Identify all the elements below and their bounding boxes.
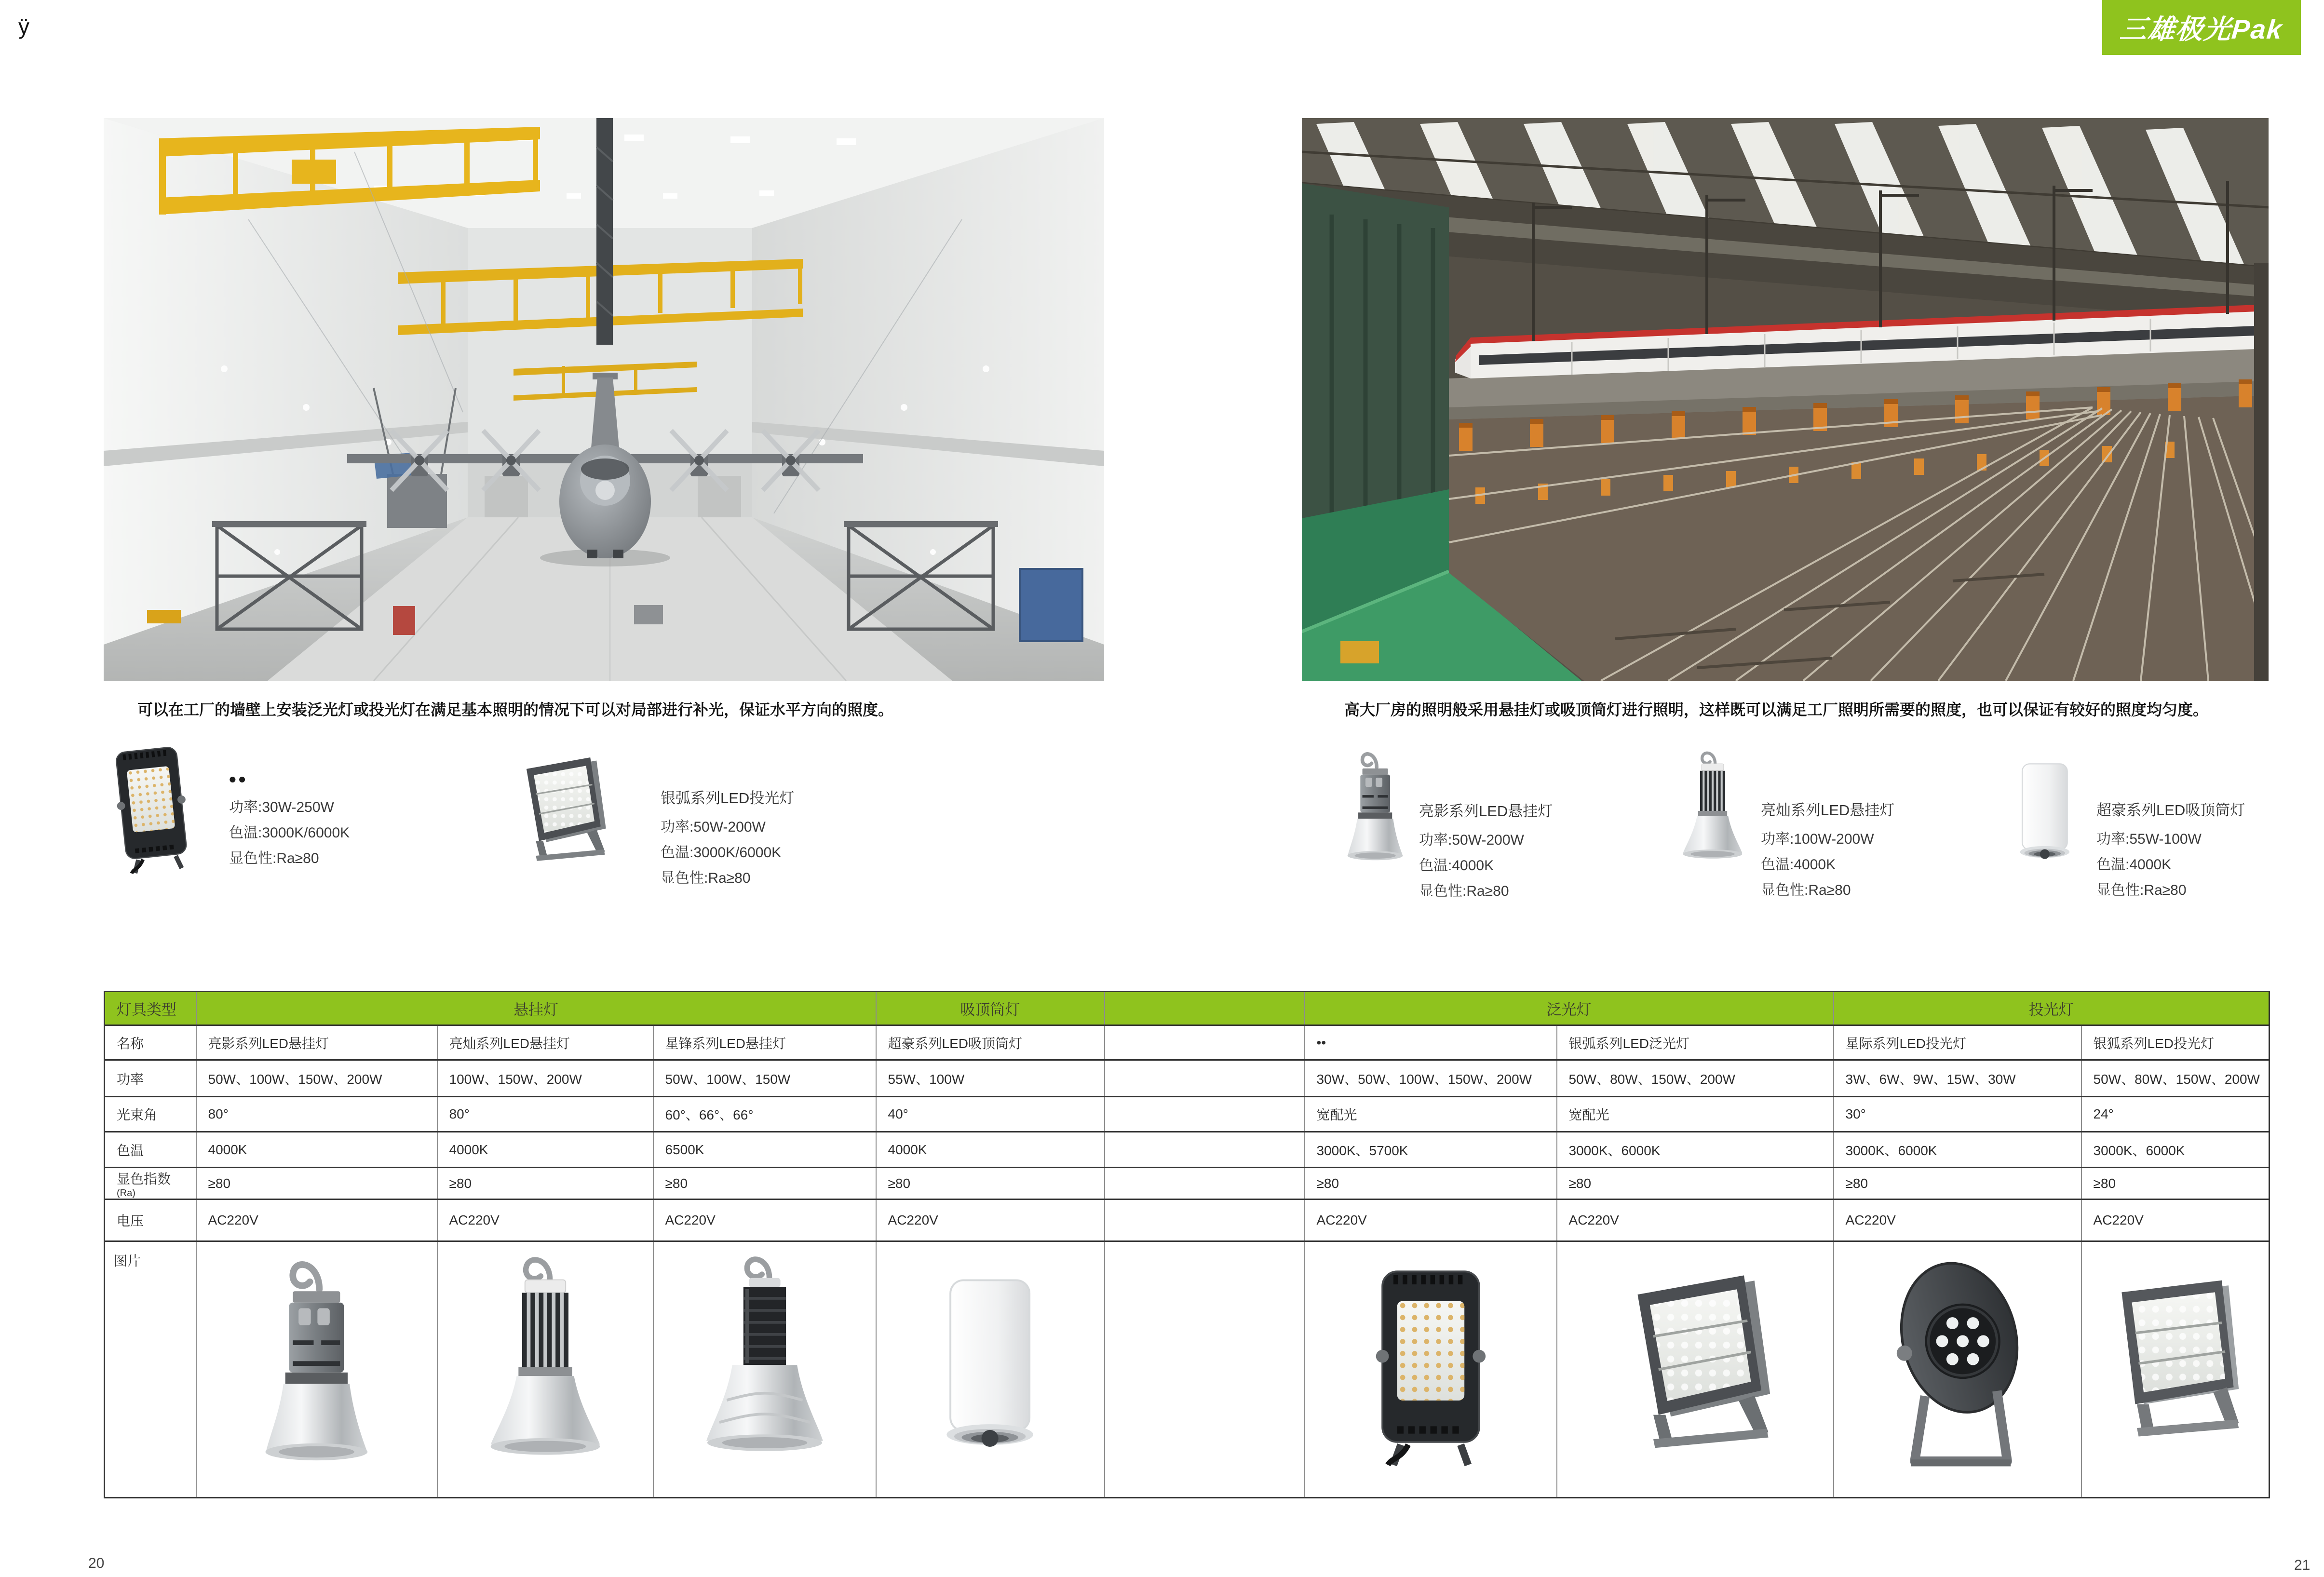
feature-spec-cri: 显色性:Ra≥80: [1761, 882, 1851, 898]
spec-cell: 3000K、6000K: [1557, 1132, 1834, 1168]
spec-cell: 60°、66°、66°: [653, 1097, 876, 1132]
product-photo-grey-floodlight: [1608, 1254, 1783, 1481]
table-row-photos: [105, 1241, 2270, 1498]
feature-product-name: ••: [229, 768, 248, 791]
spec-cell: 50W、100W、150W、200W: [196, 1060, 437, 1097]
spec-cell-gap: [1105, 1025, 1305, 1060]
table-row-cct: [105, 1132, 2270, 1168]
page-number-left: 20: [88, 1555, 105, 1571]
table-row-voltage: [105, 1200, 2270, 1241]
feature-product-name: 银弧系列LED投光灯: [661, 790, 795, 807]
spec-cell: 4000K: [876, 1132, 1105, 1168]
spec-cell: ≥80: [196, 1168, 437, 1200]
row-label-cct: 色温: [105, 1132, 196, 1168]
feature-spec-cri: 显色性:Ra≥80: [661, 870, 751, 886]
spec-cell: ≥80: [437, 1168, 653, 1200]
spec-cell: 6500K: [653, 1132, 876, 1168]
photo-cell-xingfeng: [653, 1241, 876, 1498]
spec-cell: 宽配光: [1557, 1097, 1834, 1132]
product-photo-black-floodlight: [1373, 1264, 1488, 1471]
spec-cell: ≥80: [1305, 1168, 1557, 1200]
spec-table: [104, 991, 2270, 1498]
spec-cell: 星锋系列LED悬挂灯: [653, 1025, 876, 1060]
feature-product-name: 超豪系列LED吸顶筒灯: [2096, 802, 2245, 819]
brand-logo-text: 三雄极光Pak: [2119, 14, 2284, 44]
photo-cell-black-floodlight: [1305, 1241, 1557, 1498]
spec-cell: 3000K、6000K: [1834, 1132, 2081, 1168]
hangar-illustration: [104, 118, 1104, 681]
spec-cell: 30°: [1834, 1097, 2081, 1132]
photo-cell-liangcan: [437, 1241, 653, 1498]
spec-cell: 100W、150W、200W: [437, 1060, 653, 1097]
photo-cell-xingji: [1834, 1241, 2081, 1498]
spec-cell: 55W、100W: [876, 1060, 1105, 1097]
spec-cell: 亮灿系列LED悬挂灯: [437, 1025, 653, 1060]
spec-cell-gap: [1105, 1060, 1305, 1097]
feature-spec-cct: 色温:3000K/6000K: [229, 825, 350, 841]
feature-spec-power: 功率:55W-100W: [2096, 831, 2202, 847]
spec-cell-gap: [1105, 1097, 1305, 1132]
spec-cell: 银狐系列LED投光灯: [2081, 1025, 2270, 1060]
feature-product-name: 亮灿系列LED悬挂灯: [1761, 802, 1895, 819]
spec-cell: AC220V: [1557, 1200, 1834, 1241]
spec-cell: ≥80: [1834, 1168, 2081, 1200]
spec-cell: 4000K: [437, 1132, 653, 1168]
product-photo-grey-floodlight-2: [2094, 1262, 2256, 1474]
header-group-gap: [1105, 992, 1305, 1025]
feature-spec-cri: 显色性:Ra≥80: [229, 850, 319, 866]
feature-spec-power: 功率:100W-200W: [1761, 831, 1874, 847]
corner-glyph: ÿ: [18, 14, 29, 39]
product-photo-oval-projector: [1880, 1252, 2035, 1483]
row-label-voltage: 电压: [105, 1200, 196, 1241]
feature-spec-power: 功率:30W-250W: [229, 799, 334, 815]
spec-cell-gap: [1105, 1132, 1305, 1168]
spec-cell: 超豪系列LED吸顶筒灯: [876, 1025, 1105, 1060]
spec-cell: ≥80: [2081, 1168, 2270, 1200]
spec-cell: ••: [1305, 1025, 1557, 1060]
feature-spec-cct: 色温:4000K: [1419, 858, 1494, 874]
header-group-ceiling-downlight: 吸顶筒灯: [876, 992, 1105, 1025]
product-photo-hook-pendant: [255, 1250, 378, 1486]
feature-spec-cri: 显色性:Ra≥80: [2096, 882, 2187, 898]
spec-cell: AC220V: [437, 1200, 653, 1241]
row-label-photo: 图片: [105, 1241, 196, 1498]
table-header-row: [105, 992, 2270, 1025]
header-group-floodlight: 泛光灯: [1305, 992, 1834, 1025]
header-group-projector: 投光灯: [1834, 992, 2270, 1025]
product-photo-finned-highbay: [476, 1252, 615, 1483]
spec-cell: 宽配光: [1305, 1097, 1557, 1132]
photo-aircraft-hangar: [104, 118, 1104, 681]
photo-train-depot: [1302, 118, 2269, 681]
table-row-name: [105, 1025, 2270, 1060]
hook-pendant-image: [1342, 746, 1408, 874]
row-label-cri: [105, 1168, 196, 1200]
spec-cell: ≥80: [876, 1168, 1105, 1200]
spec-cell: 4000K: [196, 1132, 437, 1168]
caption-left: 可以在工厂的墙壁上安装泛光灯或投光灯在满足基本照明的情况下可以对局部进行补光，保证水平方向的照度。: [137, 701, 894, 718]
spec-cell: 50W、80W、150W、200W: [1557, 1060, 1834, 1097]
spec-cell: 24°: [2081, 1097, 2270, 1132]
spec-cell: 30W、50W、100W、150W、200W: [1305, 1060, 1557, 1097]
table-row-beam-angle: [105, 1097, 2270, 1132]
spec-cell: 40°: [876, 1097, 1105, 1132]
spec-cell: 3000K、5700K: [1305, 1132, 1557, 1168]
header-group-pendant: 悬挂灯: [196, 992, 876, 1025]
feature-spec-power: 功率:50W-200W: [661, 819, 766, 835]
feature-spec-power: 功率:50W-200W: [1419, 832, 1524, 848]
finned-highbay-image: [1675, 749, 1750, 874]
spec-cell: 3000K、6000K: [2081, 1132, 2270, 1168]
grey-floodlight-image: [509, 745, 613, 881]
white-downlight-image: [2013, 757, 2077, 870]
black-floodlight-image: [116, 745, 188, 875]
spec-cell: 银弧系列LED泛光灯: [1557, 1025, 1834, 1060]
feature-spec-cct: 色温:4000K: [2096, 857, 2172, 873]
spec-cell: AC220V: [196, 1200, 437, 1241]
feature-spec-cct: 色温:3000K/6000K: [661, 845, 782, 861]
spec-cell: 50W、100W、150W: [653, 1060, 876, 1097]
row-label-power: 功率: [105, 1060, 196, 1097]
spec-cell: ≥80: [653, 1168, 876, 1200]
feature-product-name: 亮影系列LED悬挂灯: [1419, 803, 1553, 820]
row-label-beam-angle: 光束角: [105, 1097, 196, 1132]
spec-cell: 星际系列LED投光灯: [1834, 1025, 2081, 1060]
depot-illustration: [1302, 118, 2269, 681]
photo-cell-liangying: [196, 1241, 437, 1498]
spec-cell: 3W、6W、9W、15W、30W: [1834, 1060, 2081, 1097]
spec-cell-gap: [1105, 1200, 1305, 1241]
product-photo-white-downlight: [933, 1269, 1046, 1467]
table-row-power: [105, 1060, 2270, 1097]
feature-spec-cri: 显色性:Ra≥80: [1419, 883, 1509, 899]
row-label-name: 名称: [105, 1025, 196, 1060]
caption-right: 高大厂房的照明般采用悬挂灯或吸顶筒灯进行照明，这样既可以满足工厂照明所需要的照度，也可以保证有较好的照度均匀度。: [1344, 701, 2209, 718]
feature-spec-cct: 色温:4000K: [1761, 857, 1836, 873]
page-number-right: 21: [2294, 1557, 2310, 1573]
row-label-cri-main: 显色指数: [117, 1171, 171, 1186]
spec-cell: AC220V: [1834, 1200, 2081, 1241]
photo-cell-yinhu2: [2081, 1241, 2270, 1498]
photo-cell-yinhu-flood: [1557, 1241, 1834, 1498]
spec-cell: 80°: [196, 1097, 437, 1132]
spec-cell: AC220V: [2081, 1200, 2270, 1241]
spec-cell: 80°: [437, 1097, 653, 1132]
table-row-cri: [105, 1168, 2270, 1200]
photo-cell-gap: [1105, 1241, 1305, 1498]
brand-logo: [2102, 0, 2301, 55]
spec-cell: AC220V: [1305, 1200, 1557, 1241]
spec-cell: AC220V: [876, 1200, 1105, 1241]
row-label-cri-sub: (Ra): [117, 1187, 135, 1199]
spec-cell: 亮影系列LED悬挂灯: [196, 1025, 437, 1060]
header-fixture-type: 灯具类型: [105, 992, 196, 1025]
spec-cell-gap: [1105, 1168, 1305, 1200]
spec-cell: AC220V: [653, 1200, 876, 1241]
photo-cell-chaohao: [876, 1241, 1105, 1498]
spec-cell: 50W、80W、150W、200W: [2081, 1060, 2270, 1097]
product-photo-blacktop-highbay: [695, 1252, 834, 1483]
spec-cell: ≥80: [1557, 1168, 1834, 1200]
